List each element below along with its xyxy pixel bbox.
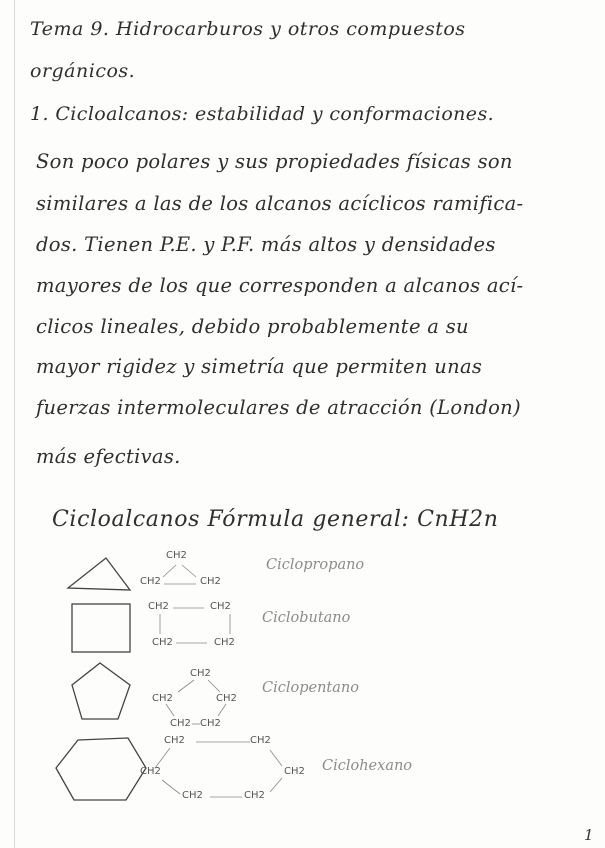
cyclohexane-ch2-6: CH2: [244, 790, 265, 801]
paragraph-line-2: similares a las de los alcanos acíclicos ramifica-: [36, 192, 524, 215]
cyclobutane-ch2-3: CH2: [152, 637, 173, 648]
cyclobutane-ch2-4: CH2: [214, 637, 235, 648]
cyclohexane-ring: [56, 738, 146, 800]
paragraph-line-3: dos. Tienen P.E. y P.F. más altos y densidades: [36, 233, 496, 256]
cyclobutane-ch2-1: CH2: [148, 601, 169, 612]
cyclohexane-ch2-2: CH2: [250, 735, 271, 746]
cyclopentane-bond: [208, 680, 220, 692]
cyclohexane-ch2-3: CH2: [140, 766, 161, 777]
cyclopentane-bond: [218, 704, 226, 716]
cyclohexane-ch2-4: CH2: [284, 766, 305, 777]
cyclopentane-bond: [178, 680, 194, 692]
cyclopentane-ch2-4: CH2: [170, 718, 191, 729]
cyclopentane-name: Ciclopentano: [262, 680, 359, 696]
cyclohexane-bond: [155, 748, 170, 768]
cyclopentane-ch2-2: CH2: [152, 693, 173, 704]
cyclobutane-ch2-2: CH2: [210, 601, 231, 612]
cyclopropane-name: Ciclopropano: [266, 557, 365, 573]
cyclohexane-bond: [162, 780, 180, 794]
paragraph-line-7: fuerzas intermoleculares de atracción (London): [36, 396, 521, 419]
cyclopentane-bond: [166, 704, 174, 716]
cyclohexane-bond: [270, 778, 282, 792]
cyclobutane-name: Ciclobutano: [262, 610, 351, 626]
cyclopentane-ring: [72, 663, 130, 719]
cyclohexane-ch2-1: CH2: [164, 735, 185, 746]
cyclopentane-ch2-3: CH2: [216, 693, 237, 704]
page-number: 1: [584, 826, 594, 844]
cyclopropane-bond: [163, 565, 176, 577]
cyclobutane-ring: [72, 604, 130, 652]
cyclopropane-ch2-2: CH2: [140, 576, 161, 587]
paragraph-line-5: clicos lineales, debido probablemente a su: [36, 315, 469, 338]
paragraph-line-4: mayores de los que corresponden a alcanos ací-: [36, 274, 524, 297]
paragraph-line-8: más efectivas.: [36, 445, 181, 468]
paragraph-line-6: mayor rigidez y simetría que permiten unas: [36, 355, 483, 378]
cyclopentane-ch2-1: CH2: [190, 668, 211, 679]
cyclopropane-ring: [68, 558, 130, 590]
formula-heading: Cicloalcanos Fórmula general: CnH2n: [52, 507, 499, 532]
cyclohexane-name: Ciclohexano: [322, 758, 413, 774]
page-title-line-2: orgánicos.: [30, 60, 136, 82]
paragraph-line-1: Son poco polares y sus propiedades físicas son: [36, 150, 513, 173]
cyclopropane-ch2-3: CH2: [200, 576, 221, 587]
cyclopropane-ch2-1: CH2: [166, 550, 187, 561]
cyclohexane-ch2-5: CH2: [182, 790, 203, 801]
cyclohexane-bond: [270, 750, 282, 766]
page-title-line-1: Tema 9. Hidrocarburos y otros compuestos: [30, 18, 466, 40]
cyclopropane-bond: [182, 565, 196, 577]
cyclopentane-ch2-5: CH2: [200, 718, 221, 729]
section-heading: 1. Cicloalcanos: estabilidad y conformaciones.: [30, 103, 495, 125]
